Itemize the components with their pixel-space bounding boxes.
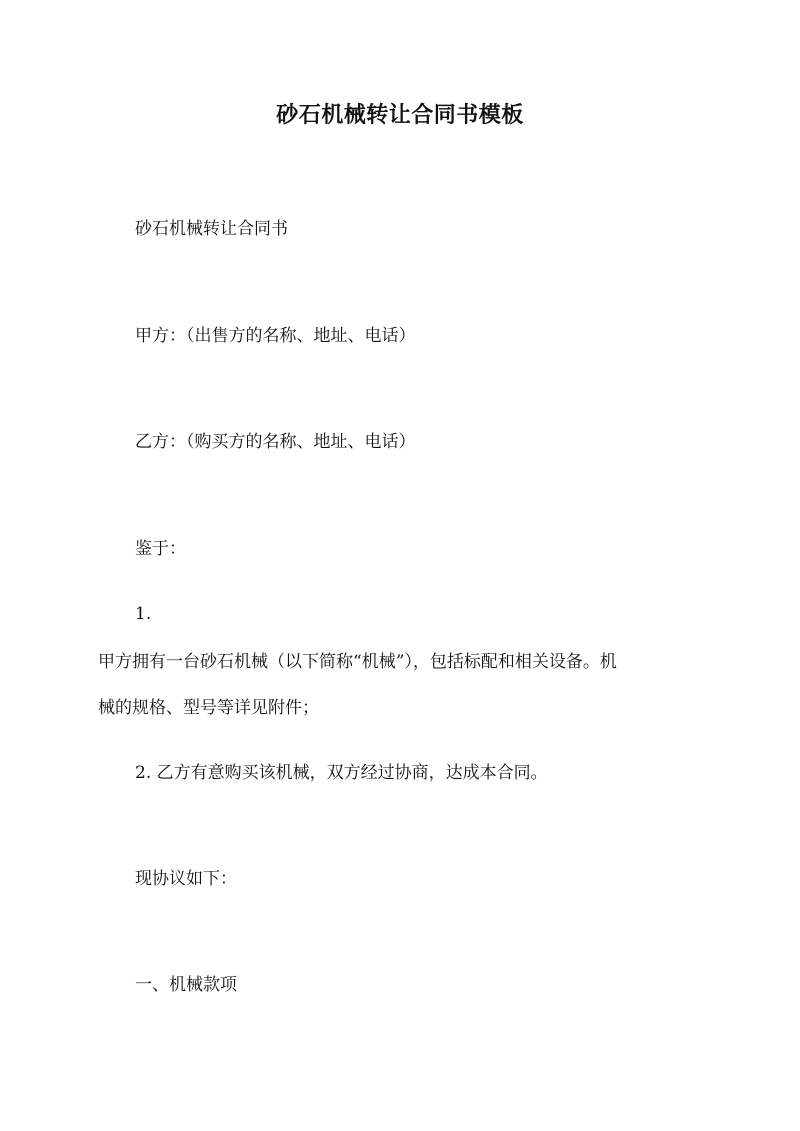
- agreement-line: 现协议如下：: [135, 869, 237, 889]
- item-1-number: 1.: [135, 604, 152, 624]
- item-2-text: 2. 乙方有意购买该机械，双方经过协商，达成本合同。: [135, 763, 548, 783]
- section-1-heading: 一、机械款项: [135, 975, 237, 995]
- party-b-line: 乙方：（购买方的名称、地址、电话）: [135, 432, 416, 452]
- item-1-text-line-2: 械的规格、型号等详见附件；: [98, 698, 319, 718]
- item-1-text-line-1: 甲方拥有一台砂石机械（以下简称“机械”），包括标配和相关设备。机: [98, 652, 617, 672]
- whereas-line: 鉴于：: [135, 539, 186, 559]
- contract-heading: 砂石机械转让合同书: [135, 219, 288, 239]
- party-a-line: 甲方：（出售方的名称、地址、电话）: [135, 326, 416, 346]
- document-title: 砂石机械转让合同书模板: [276, 102, 524, 128]
